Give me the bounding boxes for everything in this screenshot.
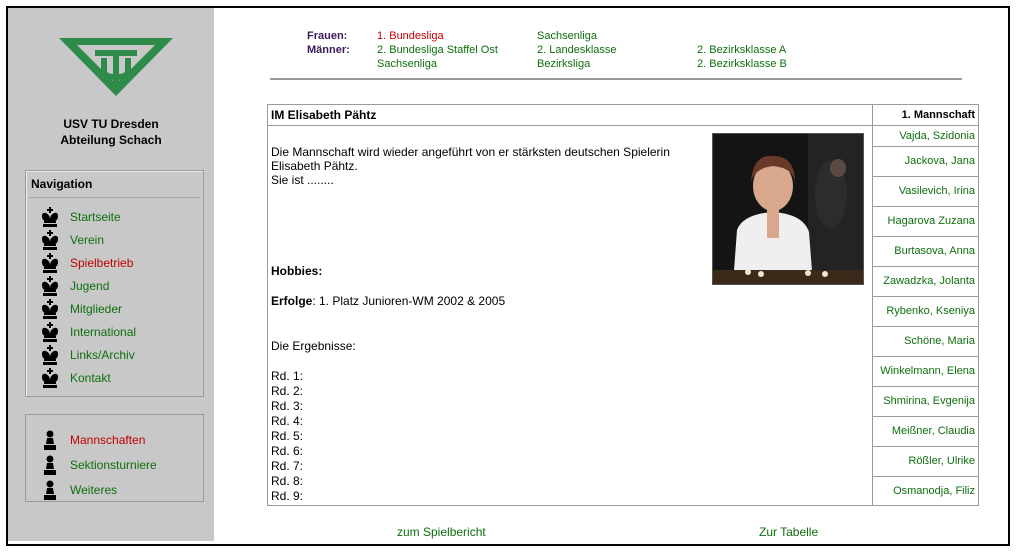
nav-item-label: Verein — [70, 233, 105, 247]
chess-pawn-icon — [39, 480, 61, 500]
club-name-line1: USV TU Dresden — [63, 117, 159, 131]
chess-pawn-icon — [39, 455, 61, 475]
subnav-item-mannschaften[interactable] — [39, 430, 145, 450]
subnav-item-weiteres[interactable] — [39, 480, 117, 500]
club-logo — [57, 36, 175, 98]
result-round-8: Rd. 8: — [271, 474, 304, 488]
nav-item-startseite[interactable] — [39, 207, 121, 227]
standings-table-link[interactable]: Zur Tabelle — [759, 525, 819, 539]
player-intro — [271, 145, 670, 187]
player-link[interactable]: Vajda, Szidonia — [872, 126, 978, 147]
topnav-labels — [307, 29, 350, 57]
player-photo — [712, 133, 864, 285]
topnav-link-landesklasse[interactable]: 2. Landesklasse — [537, 44, 617, 56]
player-link[interactable]: Hagarova Zuzana — [872, 207, 978, 237]
nav-item-links-archiv[interactable] — [39, 345, 135, 365]
nav-item-label: Kontakt — [70, 371, 111, 385]
subnav-item-sektionsturniere[interactable] — [39, 455, 157, 475]
club-name — [8, 116, 214, 148]
player-link[interactable]: Meißner, Claudia — [872, 417, 978, 447]
nav-item-kontakt[interactable] — [39, 368, 111, 388]
nav-item-label: Jugend — [70, 279, 110, 293]
topnav-frauen-label: Frauen: — [307, 30, 348, 42]
player-link[interactable]: Rößler, Ulrike — [872, 447, 978, 477]
sidebar — [8, 8, 214, 541]
result-round-7: Rd. 7: — [271, 459, 304, 473]
nav-item-label: Links/Archiv — [70, 348, 135, 362]
player-link[interactable]: Winkelmann, Elena — [872, 357, 978, 387]
nav-item-mitglieder[interactable] — [39, 299, 122, 319]
player-link[interactable]: Zawadzka, Jolanta — [872, 267, 978, 297]
topnav-column-2 — [537, 29, 617, 71]
chess-pawn-icon — [39, 430, 61, 450]
player-intro-line2: Elisabeth Pähtz. — [271, 159, 358, 173]
game-report-link[interactable]: zum Spielbericht — [397, 525, 486, 539]
player-link[interactable]: Osmanodja, Filiz — [872, 477, 978, 506]
topnav-link-bundesliga-ost[interactable]: 2. Bundesliga Staffel Ost — [377, 44, 498, 56]
erfolge-value: : 1. Platz Junioren-WM 2002 & 2005 — [312, 294, 506, 308]
result-round-4: Rd. 4: — [271, 414, 304, 428]
topnav-column-3 — [697, 43, 787, 71]
nav-item-label: Startseite — [70, 210, 121, 224]
topnav-link-bezirksliga[interactable]: Bezirksliga — [537, 58, 591, 70]
chess-king-icon — [39, 207, 61, 227]
club-name-line2: Abteilung Schach — [60, 133, 162, 147]
topnav-link-bezirksklasse-a[interactable]: 2. Bezirksklasse A — [697, 44, 787, 56]
results-rounds — [271, 369, 303, 504]
nav-item-spielbetrieb[interactable] — [39, 253, 133, 273]
player-intro-line1: Die Mannschaft wird wieder angeführt von er stärksten deutschen Spielerin — [271, 145, 670, 159]
nav-item-label: Spielbetrieb — [70, 256, 134, 270]
topnav-link-frauen-bundesliga[interactable]: 1. Bundesliga — [377, 30, 444, 42]
result-round-9: Rd. 9: — [271, 489, 304, 503]
navigation-box — [25, 170, 204, 397]
topnav-link-frauen-sachsenliga[interactable]: Sachsenliga — [537, 30, 597, 42]
result-round-2: Rd. 2: — [271, 384, 304, 398]
topnav-link-bezirksklasse-b[interactable]: 2. Bezirksklasse B — [697, 58, 787, 70]
subnavigation-box — [25, 414, 204, 502]
subnav-item-label: Weiteres — [70, 483, 118, 497]
chess-king-icon — [39, 276, 61, 296]
player-intro-line3: Sie ist ........ — [271, 173, 334, 187]
chess-king-icon — [39, 253, 61, 273]
topnav-link-maenner-sachsenliga[interactable]: Sachsenliga — [377, 58, 437, 70]
topnav-maenner-label: Männer: — [307, 44, 350, 56]
team-roster-header: 1. Mannschaft — [872, 105, 978, 126]
chess-king-icon — [39, 322, 61, 342]
nav-item-verein[interactable] — [39, 230, 104, 250]
player-title: IM Elisabeth Pähtz — [268, 105, 872, 126]
topnav-column-1 — [377, 29, 498, 71]
player-link[interactable]: Schöne, Maria — [872, 327, 978, 357]
nav-item-label: International — [70, 325, 137, 339]
player-link[interactable]: Rybenko, Kseniya — [872, 297, 978, 327]
chess-king-icon — [39, 368, 61, 388]
nav-item-label: Mitglieder — [70, 302, 123, 316]
erfolge-label: Erfolge — [271, 294, 313, 308]
player-link[interactable]: Jackova, Jana — [872, 147, 978, 177]
chess-king-icon — [39, 299, 61, 319]
header-divider — [270, 78, 962, 80]
player-link[interactable]: Burtasova, Anna — [872, 237, 978, 267]
result-round-1: Rd. 1: — [271, 369, 304, 383]
player-link[interactable]: Vasilevich, Irina — [872, 177, 978, 207]
subnav-item-label: Mannschaften — [70, 433, 146, 447]
erfolge-line — [271, 294, 505, 308]
player-link[interactable]: Shmirina, Evgenija — [872, 387, 978, 417]
navigation-divider — [29, 197, 200, 198]
hobbies-label: Hobbies: — [271, 264, 323, 278]
nav-item-jugend[interactable] — [39, 276, 109, 296]
results-label: Die Ergebnisse: — [271, 339, 356, 353]
result-round-5: Rd. 5: — [271, 429, 304, 443]
team-roster — [872, 104, 979, 506]
result-round-3: Rd. 3: — [271, 399, 304, 413]
chess-king-icon — [39, 345, 61, 365]
chess-king-icon — [39, 230, 61, 250]
navigation-title: Navigation — [31, 177, 93, 191]
nav-item-international[interactable] — [39, 322, 136, 342]
result-round-6: Rd. 6: — [271, 444, 304, 458]
subnav-item-label: Sektionsturniere — [70, 458, 157, 472]
